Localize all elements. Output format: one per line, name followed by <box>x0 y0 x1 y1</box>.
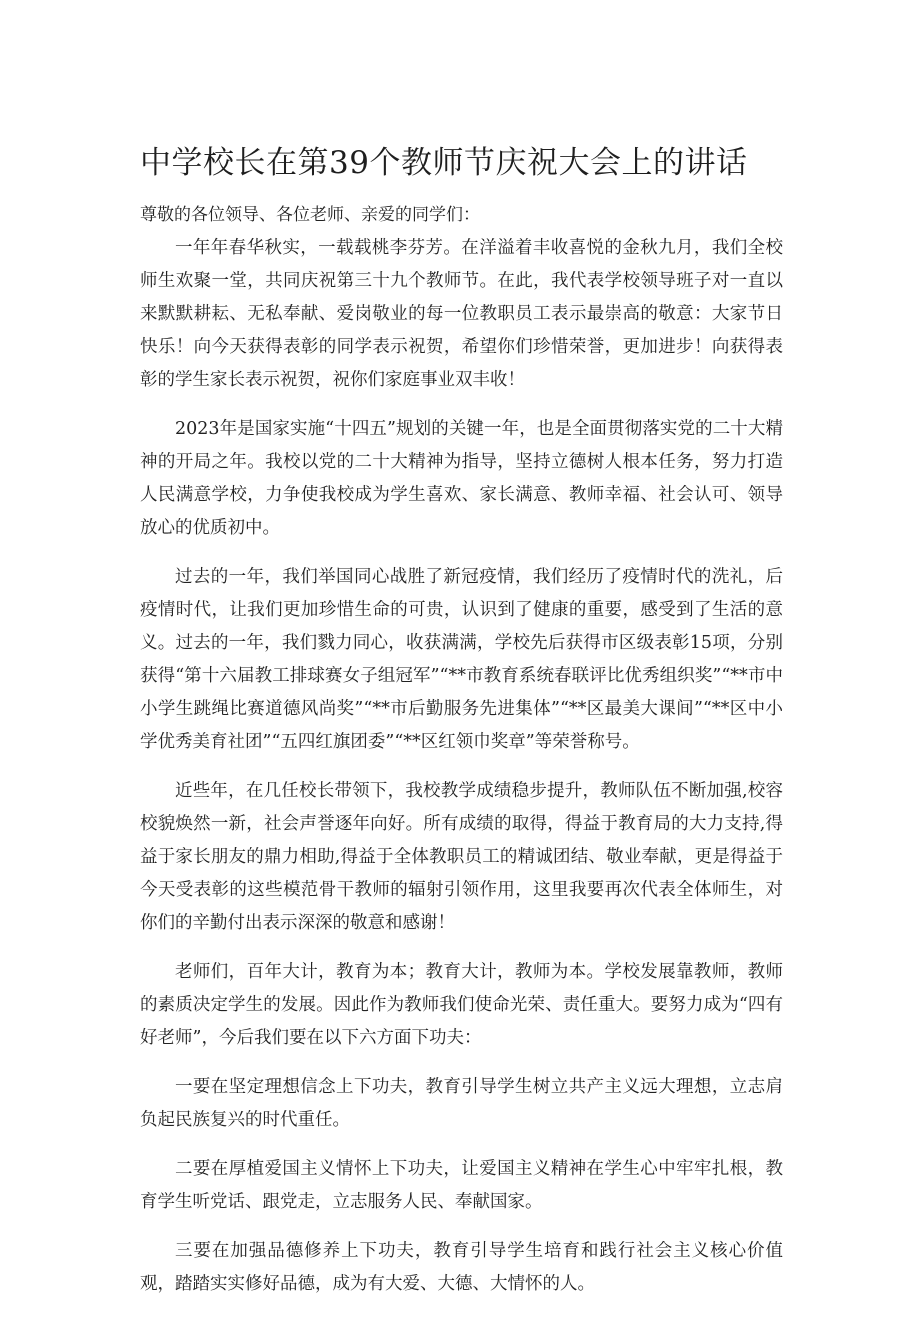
paragraph-5: 老师们，百年大计，教育为本；教育大计，教师为本。学校发展靠教师，教师的素质决定学生的发展。因此作为教师我们使命光荣、责任重大。要努力成为“四有好老师”，今后我们要在以下六方面下功夫： <box>140 962 783 1048</box>
paragraph-2: 2023年是国家实施“十四五”规划的关键一年，也是全面贯彻落实党的二十大精神的开局之年。我校以党的二十大精神为指导，坚持立德树人根本任务，努力打造人民满意学校，力争使我校成为学生喜欢、家长满意、教师幸福、社会认可、领导放心的优质初中。 <box>140 419 783 538</box>
document-body <box>140 232 783 1317</box>
salutation: 尊敬的各位领导、各位老师、亲爱的同学们： <box>140 205 480 225</box>
paragraph-6: 一要在坚定理想信念上下功夫，教育引导学生树立共产主义远大理想，立志肩负起民族复兴的时代重任。 <box>140 1077 783 1130</box>
paragraph-4: 近些年，在几任校长带领下，我校教学成绩稳步提升，教师队伍不断加强,校容校貌焕然一新，社会声誉逐年向好。所有成绩的取得，得益于教育局的大力支持,得益于家长朋友的鼎力相助,得益于全体教职员工的精诚团结、敬业奉献，更是得益于今天受表彰的这些模范骨干教师的辐射引领作用，这里我要再次代表全体师生，对你们的辛勤付出表示深深的敬意和感谢！ <box>140 781 783 933</box>
paragraph-3: 过去的一年，我们举国同心战胜了新冠疫情，我们经历了疫情时代的洗礼，后疫情时代，让我们更加珍惜生命的可贵，认识到了健康的重要，感受到了生活的意义。过去的一年，我们戮力同心，收获满满，学校先后获得市区级表彰15项，分别获得“第十六届教工排球赛女子组冠军”“**市教育系统春联评比优秀组织奖”“**市中小学生跳绳比赛道德风尚奖”“**市后勤服务先进集体”“**区最美大课间”“**区中小学优秀美育社团”“五四红旗团委”“**区红领巾奖章”等荣誉称号。 <box>140 567 783 752</box>
document-title: 中学校长在第39个教师节庆祝大会上的讲话 <box>140 145 748 181</box>
paragraph-1: 一年年春华秋实，一载载桃李芬芳。在洋溢着丰收喜悦的金秋九月，我们全校师生欢聚一堂，共同庆祝第三十九个教师节。在此，我代表学校领导班子对一直以来默默耕耘、无私奉献、爱岗敬业的每一位教职员工表示最崇高的敬意：大家节日快乐！向今天获得表彰的同学表示祝贺，希望你们珍惜荣誉，更加进步！向获得表彰的学生家长表示祝贺，祝你们家庭事业双丰收！ <box>140 238 783 390</box>
paragraph-7: 二要在厚植爱国主义情怀上下功夫，让爱国主义精神在学生心中牢牢扎根，教育学生听党话、跟党走，立志服务人民、奉献国家。 <box>140 1159 783 1212</box>
paragraph-8: 三要在加强品德修养上下功夫，教育引导学生培育和践行社会主义核心价值观，踏踏实实修好品德，成为有大爱、大德、大情怀的人。 <box>140 1241 783 1294</box>
